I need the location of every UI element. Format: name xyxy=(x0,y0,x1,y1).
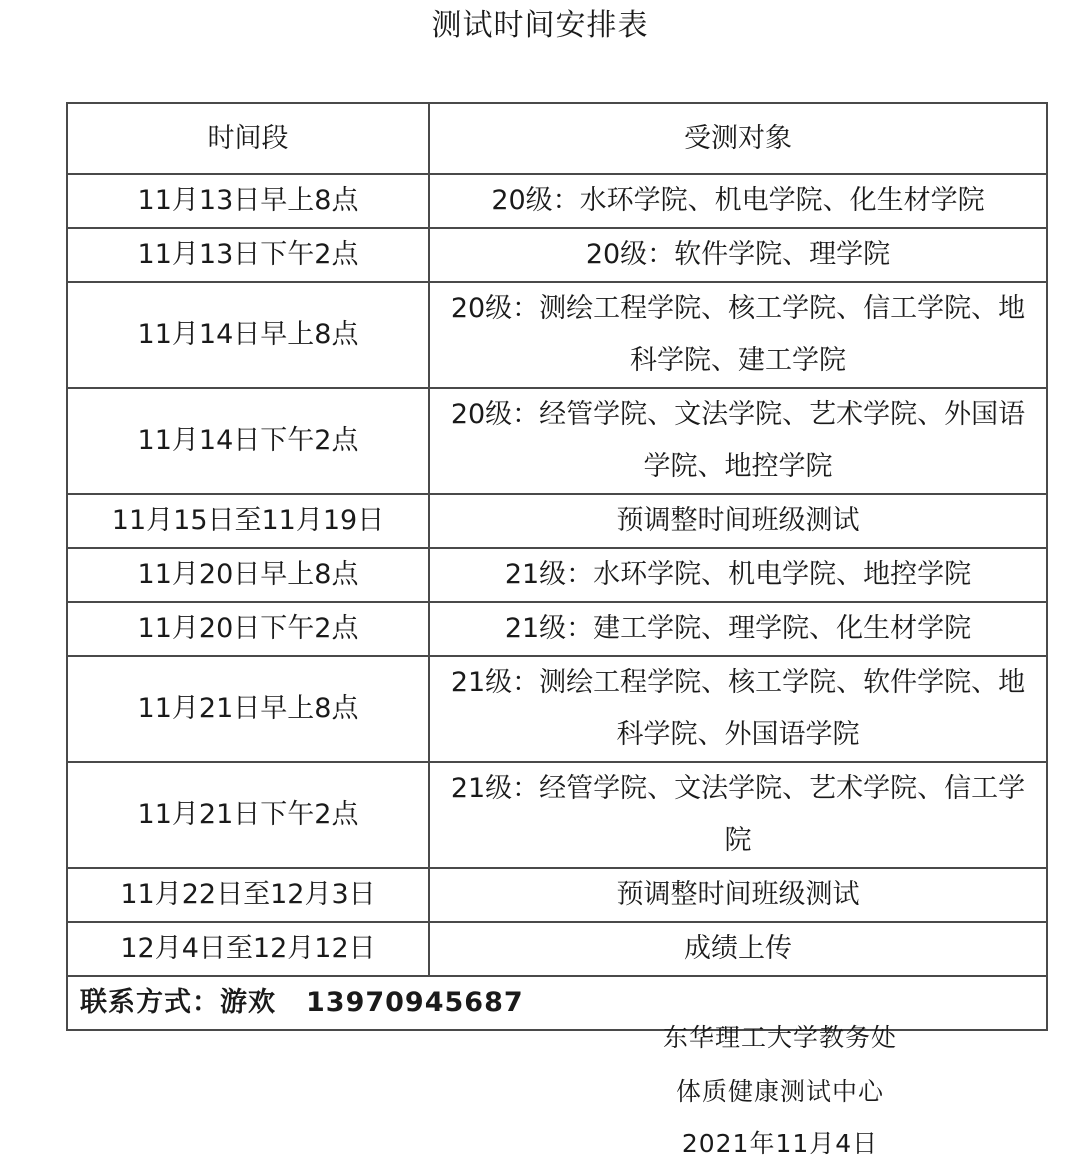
target-cell: 20级：经管学院、文法学院、艺术学院、外国语学院、地控学院 xyxy=(429,388,1047,494)
table-row xyxy=(67,548,1047,602)
time-cell: 11月13日早上8点 xyxy=(67,174,429,228)
footer-org: 东华理工大学教务处 xyxy=(662,1023,897,1052)
time-cell: 11月15日至11月19日 xyxy=(67,494,429,548)
target-cell: 21级：水环学院、机电学院、地控学院 xyxy=(429,548,1047,602)
time-cell: 11月21日下午2点 xyxy=(67,762,429,868)
target-cell: 预调整时间班级测试 xyxy=(429,494,1047,548)
header-test-target: 受测对象 xyxy=(429,103,1047,174)
time-cell: 11月21日早上8点 xyxy=(67,656,429,762)
table-row xyxy=(67,282,1047,388)
table-row xyxy=(67,602,1047,656)
target-cell: 成绩上传 xyxy=(429,922,1047,976)
contact-phone: 13970945687 xyxy=(306,987,524,1018)
target-cell: 20级：软件学院、理学院 xyxy=(429,228,1047,282)
table-row xyxy=(67,762,1047,868)
time-cell: 11月14日早上8点 xyxy=(67,282,429,388)
target-cell: 21级：经管学院、文法学院、艺术学院、信工学院 xyxy=(429,762,1047,868)
table-row xyxy=(67,868,1047,922)
table-row xyxy=(67,494,1047,548)
table-row xyxy=(67,388,1047,494)
time-cell: 11月22日至12月3日 xyxy=(67,868,429,922)
time-cell: 11月20日早上8点 xyxy=(67,548,429,602)
header-time-period: 时间段 xyxy=(67,103,429,174)
footer-date: 2021年11月4日 xyxy=(681,1129,879,1158)
table-row xyxy=(67,656,1047,762)
document-title: 测试时间安排表 xyxy=(431,8,649,43)
footer-center: 体质健康测试中心 xyxy=(675,1077,884,1106)
target-cell: 20级：测绘工程学院、核工学院、信工学院、地科学院、建工学院 xyxy=(429,282,1047,388)
table-row xyxy=(67,922,1047,976)
table-row xyxy=(67,174,1047,228)
time-cell: 11月20日下午2点 xyxy=(67,602,429,656)
table-header-row xyxy=(67,103,1047,174)
time-cell: 12月4日至12月12日 xyxy=(67,922,429,976)
table-row xyxy=(67,228,1047,282)
time-cell: 11月14日下午2点 xyxy=(67,388,429,494)
target-cell: 21级：建工学院、理学院、化生材学院 xyxy=(429,602,1047,656)
target-cell: 预调整时间班级测试 xyxy=(429,868,1047,922)
time-cell: 11月13日下午2点 xyxy=(67,228,429,282)
target-cell: 20级：水环学院、机电学院、化生材学院 xyxy=(429,174,1047,228)
schedule-table xyxy=(66,102,1048,1031)
contact-label: 联系方式：游欢 xyxy=(80,987,276,1018)
target-cell: 21级：测绘工程学院、核工学院、软件学院、地科学院、外国语学院 xyxy=(429,656,1047,762)
